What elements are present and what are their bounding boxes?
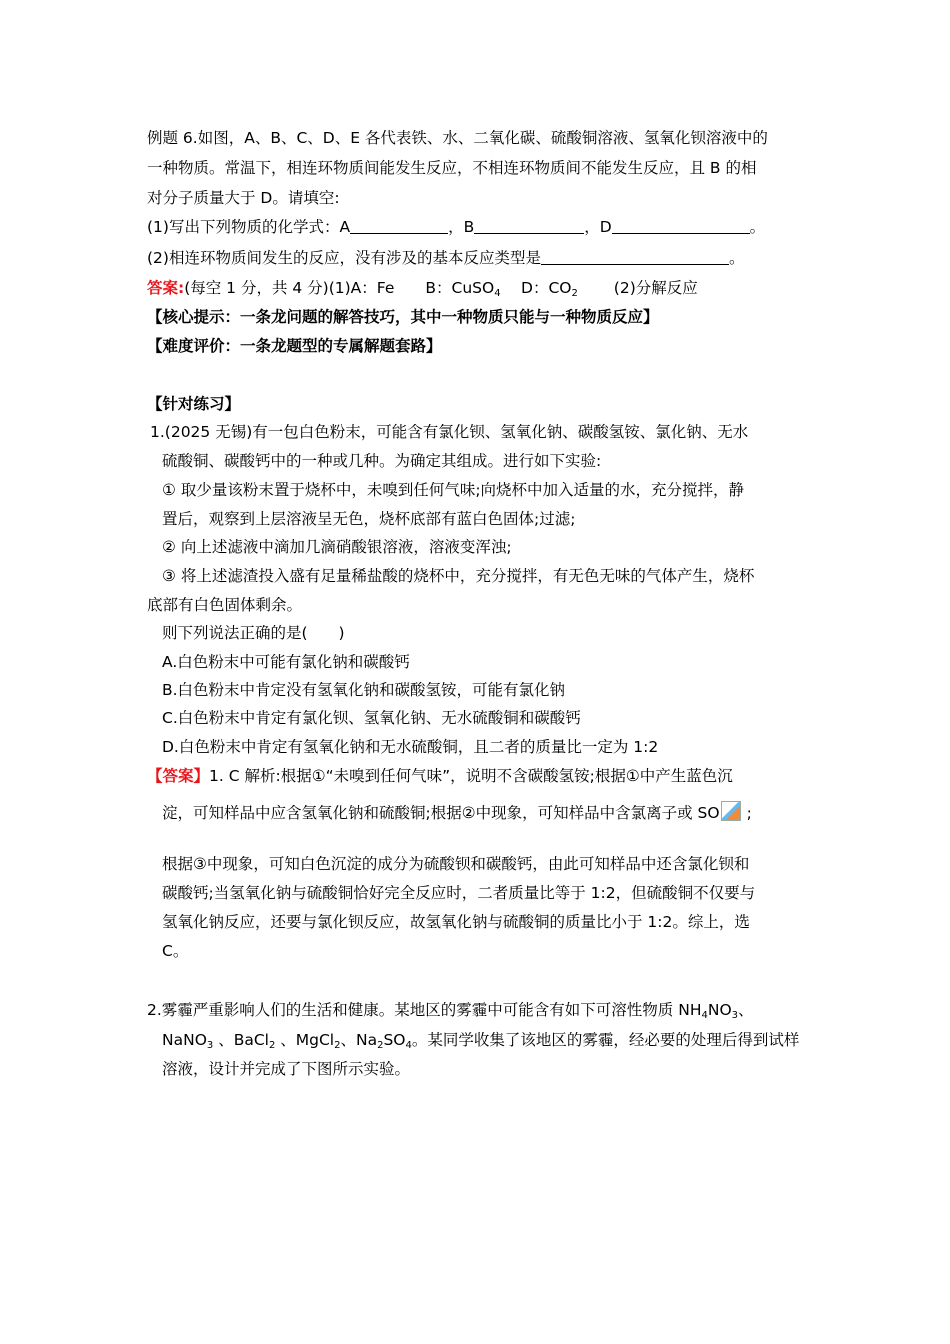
q2-text-1c: 、 (738, 1001, 754, 1019)
q2-text-1b: NO (707, 1001, 732, 1019)
answer-sub-2: 2 (571, 288, 578, 299)
practice-heading: 【针对练习】 (147, 395, 241, 413)
q2-text-2c: 、MgCl (275, 1031, 335, 1049)
example-text-line-1: 例题 6.如图，A、B、C、D、E 各代表铁、水、二氧化碳、硫酸铜溶液、氢氧化钡溶液中的 (147, 129, 768, 147)
answer-blank-d[interactable] (612, 218, 750, 234)
answer-blank-reaction-type[interactable] (541, 249, 729, 265)
q1-label-a: (1)写出下列物质的化学式：A (147, 218, 351, 236)
answer-line-1 (147, 766, 733, 786)
step-1-line-1: ① 取少量该粉末置于烧杯中，未嗅到任何气味;向烧杯中加入适量的水，充分搅拌，静 (162, 481, 745, 499)
q1-end: 。 (749, 218, 766, 236)
practice-1-line-1: 1.(2025 无锡)有一包白色粉末，可能含有氯化钡、氢氧化钠、碳酸氢铵、氯化钠、无水 (150, 423, 749, 441)
option-d[interactable]: D.白色粉末中肯定有氢氧化钠和无水硫酸铜，且二者的质量比一定为 1:2 (162, 738, 659, 756)
q2-label: (2)相连环物质间发生的反应，没有涉及的基本反应类型是 (147, 249, 541, 267)
q2-text-2b: 、BaCl (213, 1031, 269, 1049)
q2-text-2d: 、Na (340, 1031, 378, 1049)
example-question-1 (147, 217, 765, 237)
answer-label: 答案: (147, 279, 185, 297)
q2-end: 。 (728, 249, 745, 267)
example-text-line-2: 一种物质。常温下，相连环物质间能发生反应，不相连环物质间不能发生反应，且 B 的相 (147, 159, 757, 177)
option-a[interactable]: A.白色粉末中可能有氯化钠和碳酸钙 (162, 653, 410, 671)
answer-sub-1: 4 (494, 288, 501, 299)
question-2-line-2 (162, 1030, 799, 1050)
example-answer (147, 278, 698, 298)
answer-text-3: (2)分解反应 (577, 279, 698, 297)
q2-text-1a: 2.雾霾严重影响人们的生活和健康。某地区的雾霾中可能含有如下可溶性物质 NH (147, 1001, 702, 1019)
answer-line-4: 碳酸钙;当氢氧化钠与硫酸铜恰好完全反应时，二者质量比等于 1:2，但硫酸铜不仅要与 (162, 884, 756, 902)
q2-text-2f: 。某同学收集了该地区的雾霾，经必要的处理后得到试样 (411, 1031, 800, 1049)
example-text-line-3: 对分子质量大于 D。请填空: (147, 189, 340, 207)
answer-line-6: C。 (162, 942, 189, 960)
q2-sub-1: 4 (701, 1010, 708, 1021)
question-stem: 则下列说法正确的是( ) (162, 624, 345, 642)
q2-sub-2: 3 (731, 1010, 739, 1021)
example-question-2 (147, 248, 744, 268)
q1-label-b: ，B (448, 218, 475, 236)
difficulty-rating: 【难度评价：一条龙题型的专属解题套路】 (147, 337, 442, 355)
q1-label-d: ，D (584, 218, 612, 236)
answer-tag: 【答案】 (147, 767, 210, 785)
answer-text-2: D：CO (500, 279, 572, 297)
step-2: ② 向上述滤液中滴加几滴硝酸银溶液，溶液变浑浊; (162, 538, 512, 556)
q2-sub-4: 2 (268, 1040, 276, 1051)
q2-sub-5: 2 (334, 1040, 341, 1051)
q2-text-2e: SO (383, 1031, 406, 1049)
question-2-line-1 (147, 1000, 754, 1020)
answer-blank-a[interactable] (350, 218, 448, 234)
answer-line-2-end: ; (746, 804, 752, 822)
option-c[interactable]: C.白色粉末中肯定有氯化钡、氢氧化钠、无水硫酸铜和碳酸钙 (162, 709, 581, 727)
answer-text: (每空 1 分，共 4 分)(1)A：Fe B：CuSO (184, 279, 495, 297)
broken-image-icon (721, 801, 741, 821)
q2-sub-3: 3 (206, 1040, 214, 1051)
q2-sub-6: 2 (377, 1040, 384, 1051)
step-3-line-1: ③ 将上述滤渣投入盛有足量稀盐酸的烧杯中，充分搅拌，有无色无味的气体产生，烧杯 (162, 567, 755, 585)
answer-text-line-1: 1. C 解析:根据①“未嗅到任何气味”，说明不含碳酸氢铵;根据①中产生蓝色沉 (209, 767, 733, 785)
answer-blank-b[interactable] (474, 218, 584, 234)
step-1-line-2: 置后，观察到上层溶液呈无色，烧杯底部有蓝白色固体;过滤; (162, 510, 576, 528)
q2-sub-7: 4 (405, 1040, 412, 1051)
question-2-line-3: 溶液，设计并完成了下图所示实验。 (162, 1060, 411, 1078)
practice-1-line-2: 硫酸铜、碳酸钙中的一种或几种。为确定其组成。进行如下实验: (162, 452, 602, 470)
answer-text-line-2: 淀，可知样品中应含氢氧化钠和硫酸铜;根据②中现象，可知样品中含氯离子或 SO (162, 804, 720, 822)
q2-text-2a: NaNO (162, 1031, 207, 1049)
option-b[interactable]: B.白色粉末中肯定没有氢氧化钠和碳酸氢铵，可能有氯化钠 (162, 681, 566, 699)
answer-line-2 (162, 801, 752, 823)
step-3-line-2: 底部有白色固体剩余。 (147, 596, 303, 614)
core-tip: 【核心提示：一条龙问题的解答技巧，其中一种物质只能与一种物质反应】 (147, 308, 659, 326)
answer-line-3: 根据③中现象，可知白色沉淀的成分为硫酸钡和碳酸钙，由此可知样品中还含氯化钡和 (162, 855, 750, 873)
answer-line-5: 氢氧化钠反应，还要与氯化钡反应，故氢氧化钠与硫酸铜的质量比小于 1:2。综上，选 (162, 913, 750, 931)
